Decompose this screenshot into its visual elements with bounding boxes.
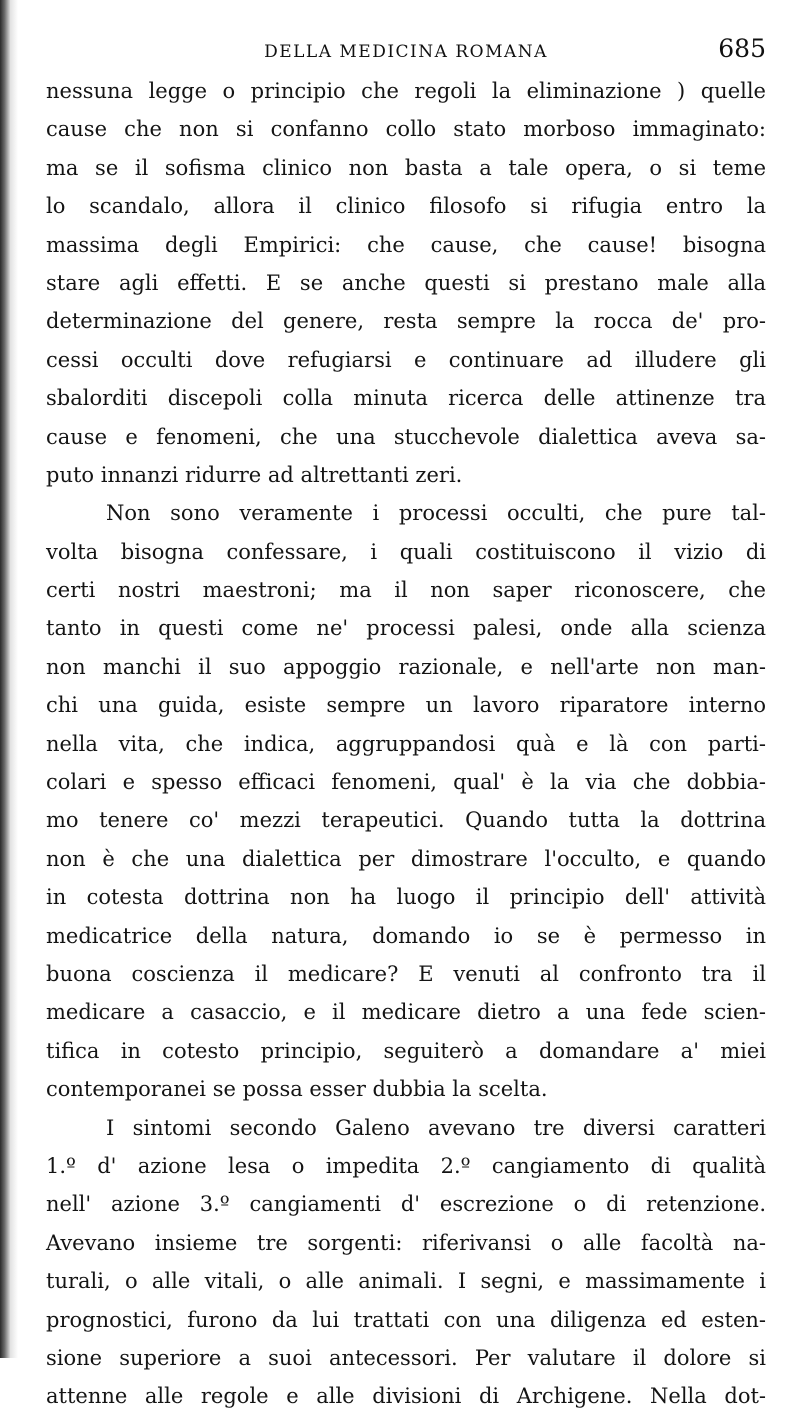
page-header (46, 34, 766, 70)
text-line: chi una guida, esiste sempre un lavoro riparatore interno (46, 693, 766, 718)
text-line: non manchi il suo appoggio razionale, e nell'arte non man- (46, 654, 766, 679)
text-line: cause che non si confanno collo stato morboso immaginato: (46, 117, 766, 142)
text-line: 1.º d' azione lesa o impedita 2.º cangiamento di qualità (46, 1153, 766, 1178)
running-head: DELLA MEDICINA ROMANA (264, 42, 548, 62)
text-line: tifica in cotesto principio, seguiterò a domandare a' miei (46, 1038, 766, 1063)
text-line: nessuna legge o principio che regoli la eliminazione ) quelle (46, 79, 766, 103)
text-line: lo scandalo, allora il clinico filosofo si rifugia entro la (46, 194, 766, 219)
page-binding-shadow (0, 0, 10, 1358)
text-line: massima degli Empirici: che cause, che cause! bisogna (46, 232, 766, 257)
body-text (46, 72, 766, 1416)
paragraph-first-line: Non sono veramente i processi occulti, che pure tal- (106, 501, 766, 526)
text-line: Avevano insieme tre sorgenti: riferivansi o alle facoltà na- (46, 1230, 766, 1255)
text-line: tanto in questi come ne' processi palesi, onde alla scienza (46, 616, 766, 641)
text-line: nell' azione 3.º cangiamenti d' escrezione o di retenzione. (46, 1192, 766, 1217)
page-gutter-shade (10, 0, 18, 1358)
text-line: certi nostri maestroni; ma il non saper riconoscere, che (46, 578, 766, 603)
page-number: 685 (718, 34, 766, 63)
text-line: determinazione del genere, resta sempre la rocca de' pro- (46, 309, 766, 334)
text-line: medicare a casaccio, e il medicare dietro a una fede scien- (46, 1000, 766, 1025)
text-line: colari e spesso efficaci fenomeni, qual' è la via che dobbia- (46, 770, 766, 795)
text-line: puto innanzi ridurre ad altrettanti zeri. (46, 462, 463, 487)
paragraph-first-line: I sintomi secondo Galeno avevano tre diversi caratteri (106, 1115, 766, 1140)
text-line: ma se il sofisma clinico non basta a tale opera, o si teme (46, 155, 766, 180)
text-line: stare agli effetti. E se anche questi si prestano male alla (46, 270, 766, 295)
text-line: buona coscienza il medicare? E venuti al confronto tra il (46, 961, 766, 986)
text-line: in cotesta dottrina non ha luogo il principio dell' attività (46, 885, 766, 910)
text-line: non è che una dialettica per dimostrare l'occulto, e quando (46, 846, 766, 871)
text-line: prognostici, furono da lui trattati con una diligenza ed esten- (46, 1307, 766, 1332)
text-line: cause e fenomeni, che una stucchevole dialettica aveva sa- (46, 424, 766, 449)
text-line: turali, o alle vitali, o alle animali. I segni, e massimamente i (46, 1269, 766, 1294)
text-line: volta bisogna confessare, i quali costituiscono il vizio di (46, 539, 766, 564)
text-line: sbalorditi discepoli colla minuta ricerca delle attinenze tra (46, 386, 766, 411)
text-line: mo tenere co' mezzi terapeutici. Quando tutta la dottrina (46, 808, 766, 833)
text-line: medicatrice della natura, domando io se è permesso in (46, 923, 766, 948)
text-line: cessi occulti dove refugiarsi e continuare ad illudere gli (46, 347, 766, 372)
text-line: nella vita, che indica, aggruppandosi quà e là con parti- (46, 731, 766, 756)
text-line: sione superiore a suoi antecessori. Per valutare il dolore si (46, 1345, 766, 1370)
text-line: attenne alle regole e alle divisioni di Archigene. Nella dot- (46, 1384, 766, 1409)
text-line: contemporanei se possa esser dubbia la scelta. (46, 1077, 548, 1102)
